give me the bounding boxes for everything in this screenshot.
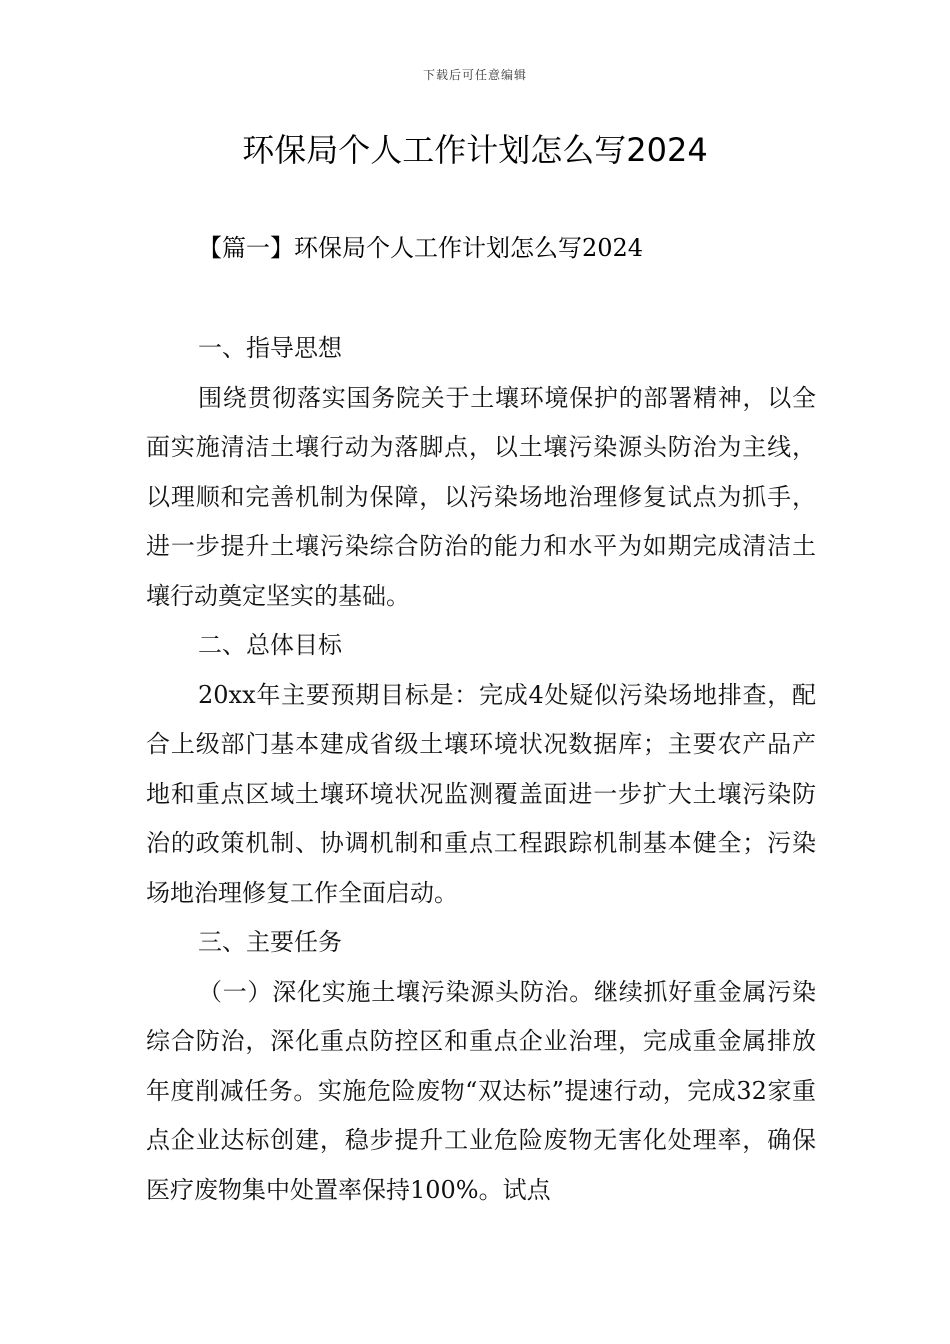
paragraph-main-tasks: （一）深化实施土壤污染源头防治。继续抓好重金属污染综合防治，深化重点防控区和重点企业治理，完成重金属排放年度削减任务。实施危险废物“双达标”提速行动，完成32家重点企业达标创建，稳步提升工业危险废物无害化处理率，确保医疗废物集中处置率保持100%。试点	[146, 977, 816, 1204]
section-heading: 【篇一】环保局个人工作计划怎么写2024	[198, 234, 644, 262]
document-body	[146, 324, 816, 1215]
heading-main-tasks: 三、主要任务	[198, 928, 342, 956]
paragraph-overall-goals: 20xx年主要预期目标是：完成4处疑似污染场地排查，配合上级部门基本建成省级土壤环境状况数据库；主要农产品产地和重点区域土壤环境状况监测覆盖面进一步扩大土壤污染防治的政策机制、协调机制和重点工程跟踪机制基本健全；污染场地治理修复工作全面启动。	[146, 680, 816, 907]
document-title: 环保局个人工作计划怎么写2024	[242, 131, 708, 169]
heading-overall-goals: 二、总体目标	[198, 631, 342, 659]
paragraph-guiding-ideology: 围绕贯彻落实国务院关于土壤环境保护的部署精神，以全面实施清洁土壤行动为落脚点，以土壤污染源头防治为主线，以理顺和完善机制为保障，以污染场地治理修复试点为抓手，进一步提升土壤污染综合防治的能力和水平为如期完成清洁土壤行动奠定坚实的基础。	[146, 383, 816, 610]
heading-guiding-ideology: 一、指导思想	[198, 334, 342, 362]
header-note: 下载后可任意编辑	[422, 68, 527, 82]
